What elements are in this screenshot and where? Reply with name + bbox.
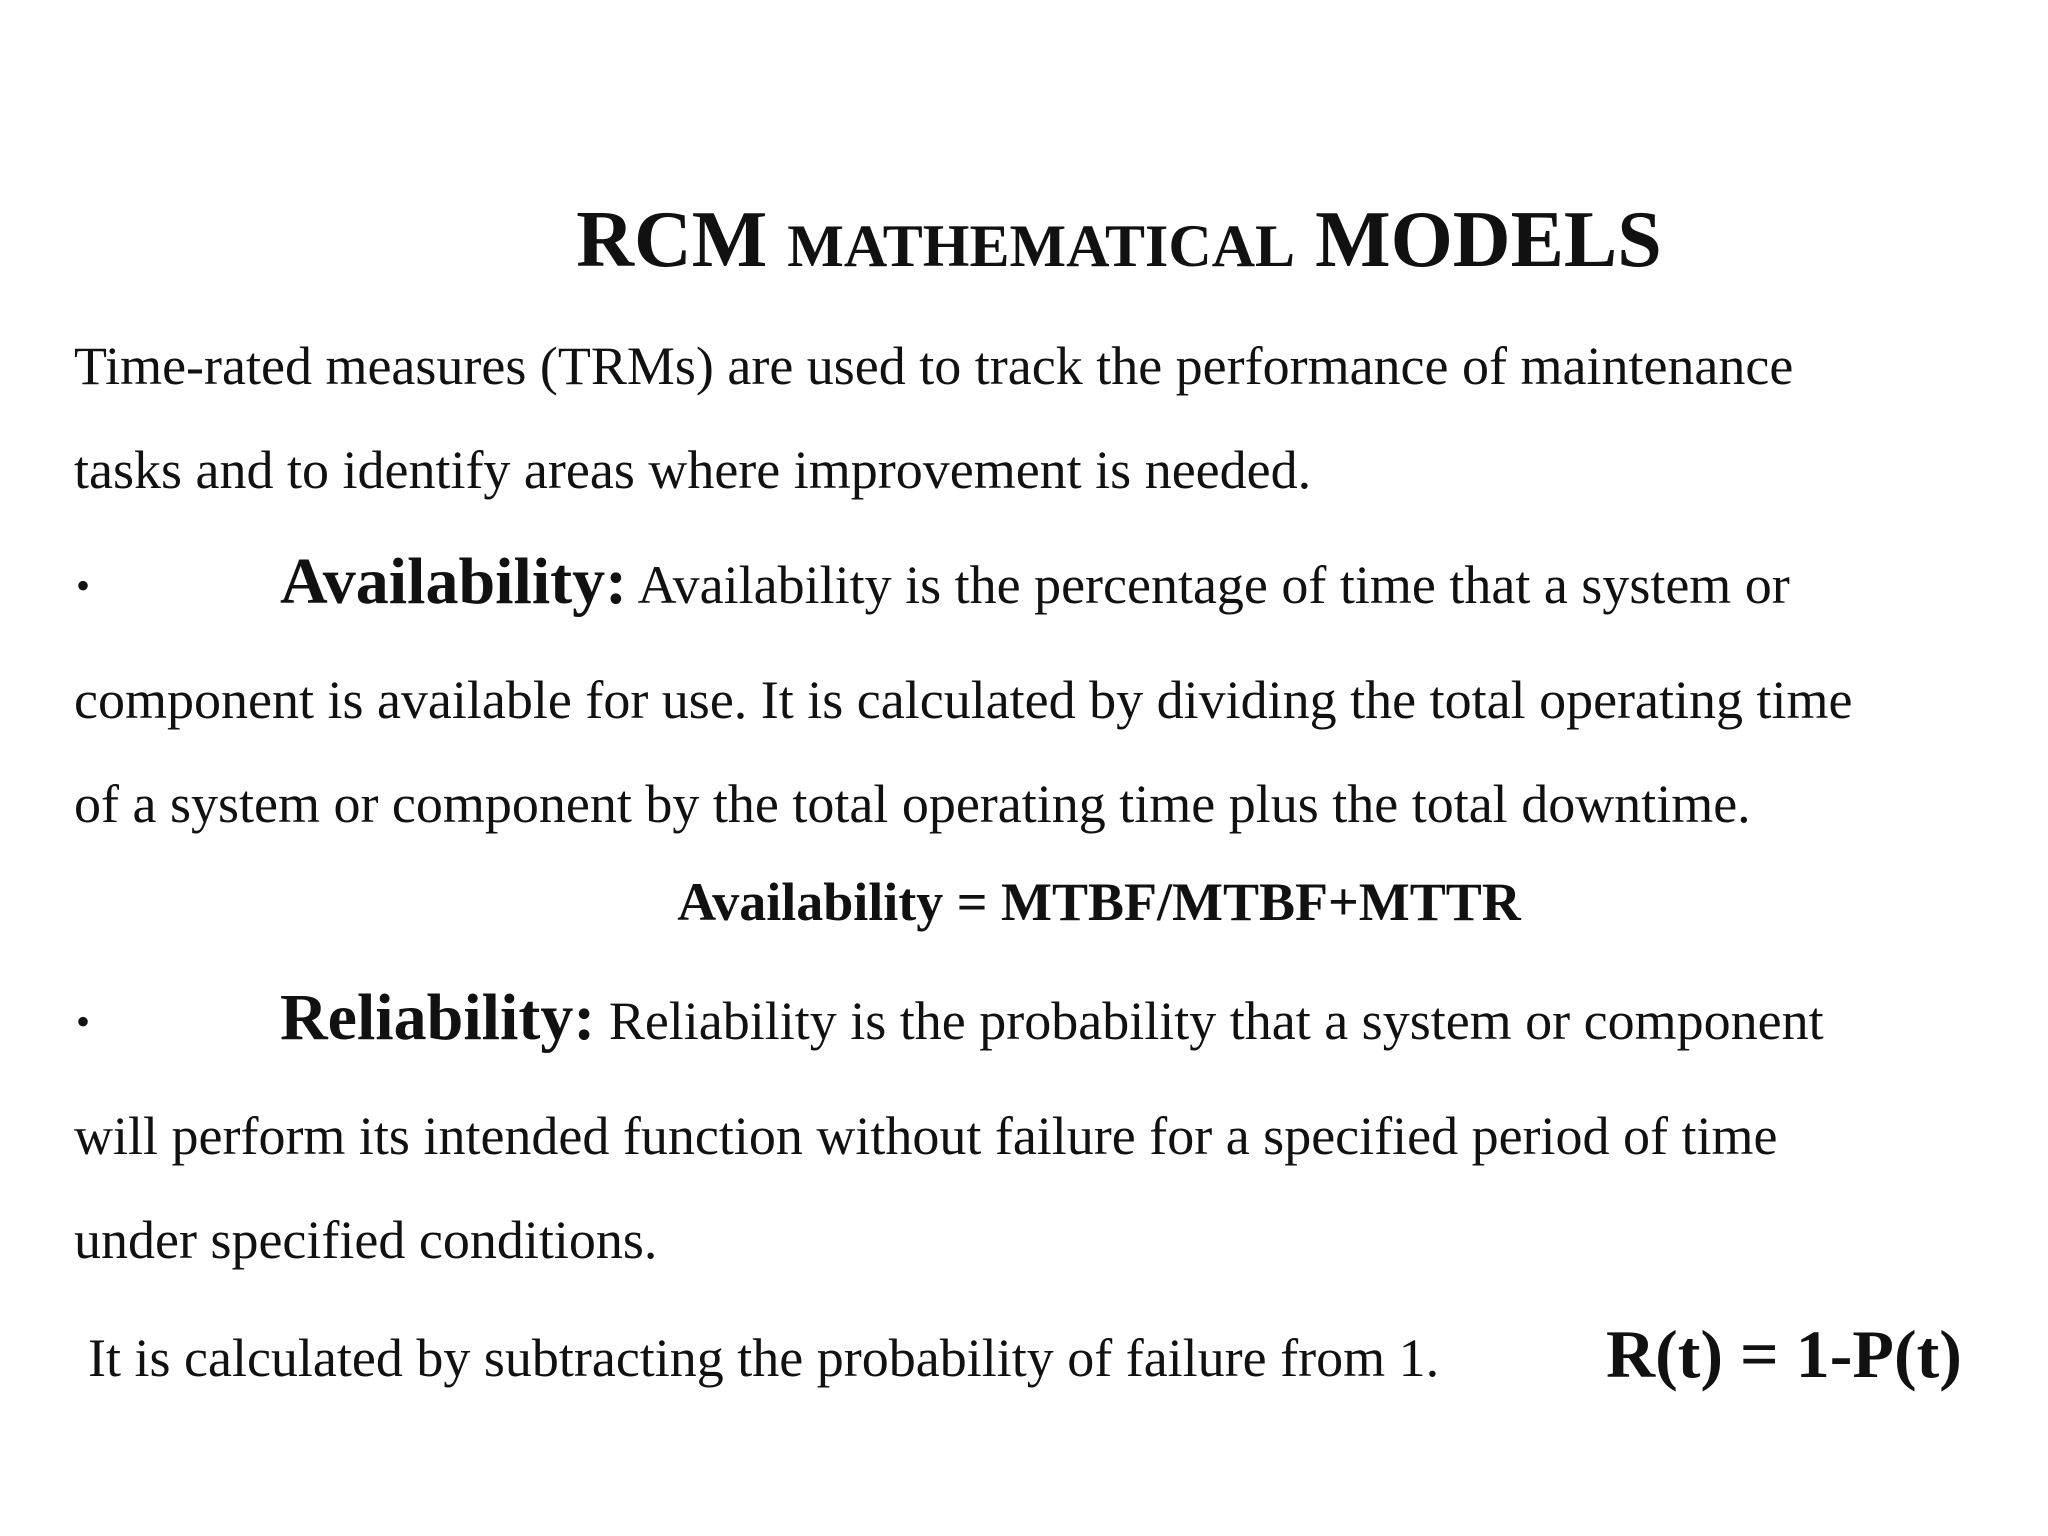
availability-term: Availability: — [280, 545, 628, 618]
availability-line-2: component is available for use. It is calculated by dividing the total operating time — [74, 670, 1853, 730]
reliability-text-1: Reliability is the probability that a system or component — [595, 991, 1824, 1051]
reliability-bullet: • — [76, 999, 91, 1044]
reliability-term: Reliability: — [280, 981, 596, 1054]
availability-line-1 — [280, 545, 1790, 618]
reliability-formula: R(t) = 1-P(t) — [1606, 1316, 1962, 1392]
slide-title — [0, 190, 2048, 296]
title-part-mathematical: MATHEMATICAL — [787, 213, 1296, 279]
intro-line-2: tasks and to identify areas where improvement is needed. — [74, 440, 1312, 500]
availability-line-3: of a system or component by the total operating time plus the total downtime. — [74, 774, 1751, 834]
title-part-rcm: RCM — [576, 196, 788, 284]
reliability-line-1 — [280, 981, 1824, 1054]
reliability-line-2: will perform its intended function without failure for a specified period of time — [74, 1106, 1778, 1166]
reliability-line-4: It is calculated by subtracting the probability of failure from 1. — [88, 1328, 1440, 1388]
availability-bullet: • — [76, 563, 91, 608]
reliability-line-3: under specified conditions. — [74, 1210, 658, 1270]
availability-text-1: Availability is the percentage of time that a system or — [627, 555, 1790, 615]
intro-line-1: Time-rated measures (TRMs) are used to track the performance of maintenance — [74, 336, 1794, 396]
availability-formula: Availability = MTBF/MTBF+MTTR — [677, 872, 1521, 932]
title-part-models: MODELS — [1295, 196, 1662, 284]
